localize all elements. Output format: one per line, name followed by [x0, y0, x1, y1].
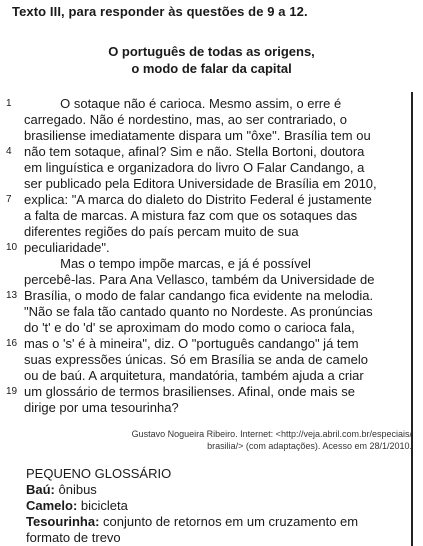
- text-line: brasiliense imediatamente dispara um "ôxe". Brasília tem ou: [24, 128, 371, 143]
- line-number: 13: [6, 290, 18, 301]
- glossary-heading: PEQUENO GLOSSÁRIO: [26, 466, 172, 481]
- text-line: a falta de marcas. A mistura faz com que os sotaques das: [24, 208, 358, 223]
- margin-rule: [411, 92, 413, 546]
- line-number: 4: [6, 146, 12, 157]
- section-header: Texto III, para responder às questões de 9 a 12.: [12, 4, 308, 19]
- article-title-line1: O português de todas as origens,: [108, 44, 315, 59]
- text-line: explica: "A marca do dialeto do Distrito Federal é justamente: [24, 192, 372, 207]
- line-number: 10: [6, 242, 18, 253]
- text-line: mas o 's' é à mineira", diz. O "português candango" já tem: [24, 336, 359, 351]
- text-line: "Não se fala tão cantado quanto no Nordeste. As pronúncias: [24, 304, 373, 319]
- citation-line1: Gustavo Nogueira Ribeiro. Internet: <http://veja.abril.com.br/especiais/: [131, 429, 412, 439]
- text-line: ser publicado pela Editora Universidade de Brasília em 2010,: [24, 176, 377, 191]
- text-line: carregado. Não é nordestino, mas, ao ser contrariado, o: [24, 112, 348, 127]
- text-line: Mas o tempo impõe marcas, e já é possível: [24, 256, 311, 271]
- line-number: 7: [6, 194, 12, 205]
- text-line: em linguística e organizadora do livro O Falar Candango, a: [24, 160, 365, 175]
- text-line: do 't' e do 'd' se aproximam do modo como o carioca fala,: [24, 320, 355, 335]
- text-line: dirige por uma tesourinha?: [24, 400, 179, 415]
- article-title-line2: o modo de falar da capital: [131, 61, 292, 76]
- glossary-definition: bicicleta: [77, 498, 128, 513]
- text-line: ou de baú. A arquitetura, mandatória, também ajuda a criar: [24, 368, 364, 383]
- citation-line2: brasilia/> (com adaptações). Acesso em 28/1/2010.: [207, 441, 412, 451]
- glossary-item: [26, 482, 97, 497]
- glossary-definition: ônibus: [54, 482, 97, 497]
- text-line: peculiaridade".: [24, 240, 110, 255]
- glossary-term: Camelo:: [26, 498, 78, 513]
- text-line: suas expressões únicas. Só em Brasília se anda de camelo: [24, 352, 368, 367]
- glossary-item: [26, 514, 358, 529]
- line-number: 19: [6, 386, 18, 397]
- text-line: O sotaque não é carioca. Mesmo assim, o erre é: [24, 96, 342, 111]
- line-number: 16: [6, 338, 18, 349]
- text-line: percebê-las. Para Ana Vellasco, também da Universidade de: [24, 272, 375, 287]
- glossary-term: Baú:: [26, 482, 55, 497]
- glossary-item: [26, 498, 128, 513]
- text-line: não tem sotaque, afinal? Sim e não. Stella Bortoni, doutora: [24, 144, 365, 159]
- text-line: diferentes regiões do país percam muito de sua: [24, 224, 299, 239]
- line-number: 1: [6, 98, 12, 109]
- glossary-term: Tesourinha:: [26, 514, 100, 529]
- text-line: um glossário de termos brasilienses. Afinal, onde mais se: [24, 384, 355, 399]
- glossary-definition: conjunto de retornos em um cruzamento em: [99, 514, 359, 529]
- glossary-continuation: formato de trevo: [26, 530, 121, 545]
- text-line: Brasília, o modo de falar candango fica evidente na melodia.: [24, 288, 374, 303]
